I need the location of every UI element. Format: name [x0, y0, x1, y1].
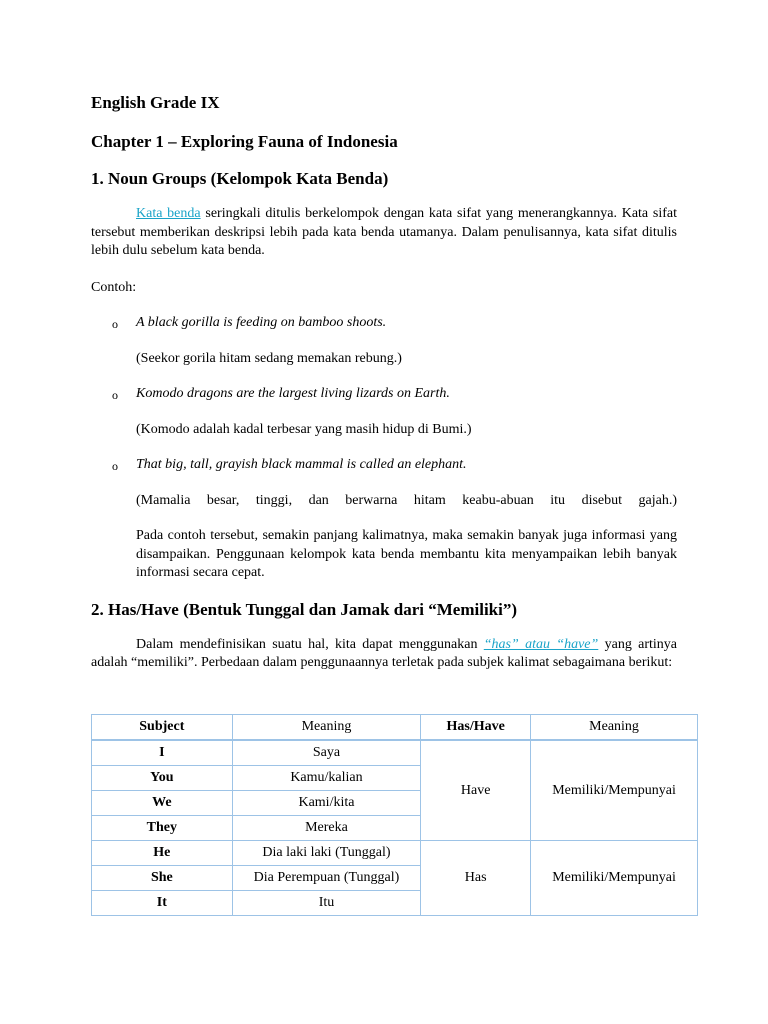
section-1-intro [91, 205, 677, 261]
subject-cell: We [92, 791, 233, 816]
example-sentence: That big, tall, grayish black mammal is called an elephant. [136, 457, 467, 472]
example-item [91, 314, 677, 333]
header-meaning: Meaning [232, 715, 421, 741]
meaning-cell: Saya [232, 740, 421, 766]
example-sentence: A black gorilla is feeding on bamboo shoots. [136, 315, 387, 330]
subject-cell: She [92, 866, 233, 891]
example-item [91, 385, 677, 404]
section-1-conclusion: Pada contoh tersebut, semakin panjang kalimatnya, maka semakin banyak juga informasi yang disampaikan. Penggunaan kelompok kata benda membantu kita menyampaikan lebih banyak informasi secara cepat. [136, 528, 677, 580]
example-translation: (Komodo adalah kadal terbesar yang masih hidup di Bumi.) [136, 421, 472, 437]
bullet-icon: o [112, 459, 118, 473]
section-1-intro-text: seringkali ditulis berkelompok dengan kata sifat yang menerangkannya. Kata sifat tersebut memberikan deskripsi lebih pada kata benda utamanya. Dalam penulisannya, kata sifat ditulis lebih dulu sebelum kata benda. [91, 206, 677, 258]
meaning-cell: Dia Perempuan (Tunggal) [232, 866, 421, 891]
verb-cell: Have [421, 740, 531, 841]
section-2-heading: 2. Has/Have (Bentuk Tunggal dan Jamak dari “Memiliki”) [91, 599, 518, 619]
chapter-title: Chapter 1 – Exploring Fauna of Indonesia [91, 132, 398, 151]
kata-benda-link[interactable]: Kata benda [136, 206, 201, 221]
example-sentence: Komodo dragons are the largest living lizards on Earth. [136, 386, 450, 401]
section-2-intro-start: Dalam mendefinisikan suatu hal, kita dapat menggunakan [136, 636, 484, 652]
bullet-icon: o [112, 388, 118, 402]
section-2-intro-end: yang artinya adalah “memiliki”. Perbedaan dalam penggunaannya terletak pada subjek kalimat sebagaimana berikut: [91, 636, 677, 670]
example-label: Contoh: [91, 279, 137, 295]
verb-meaning-cell: Memiliki/Mempunyai [531, 841, 698, 916]
document-title: English Grade IX [91, 93, 220, 112]
header-has-have: Has/Have [421, 715, 531, 741]
section-1-heading: 1. Noun Groups (Kelompok Kata Benda) [91, 169, 389, 188]
table-header-row [92, 715, 698, 741]
subject-cell: You [92, 766, 233, 791]
verb-meaning-cell: Memiliki/Mempunyai [531, 740, 698, 841]
verb-cell: Has [421, 841, 531, 916]
meaning-cell: Itu [232, 891, 421, 916]
has-have-table [91, 714, 698, 916]
section-2-intro [91, 636, 677, 673]
example-item [91, 456, 677, 475]
example-translation: (Seekor gorila hitam sedang memakan rebung.) [136, 350, 402, 366]
bullet-icon: o [112, 317, 118, 331]
meaning-cell: Mereka [232, 816, 421, 841]
meaning-cell: Kami/kita [232, 791, 421, 816]
table-row [92, 841, 698, 866]
subject-cell: They [92, 816, 233, 841]
meaning-cell: Dia laki laki (Tunggal) [232, 841, 421, 866]
document-body [91, 90, 677, 673]
subject-cell: I [92, 740, 233, 766]
example-translation: (Mamalia besar, tinggi, dan berwarna hitam keabu-abuan itu disebut gajah.) [136, 492, 677, 508]
subject-cell: It [92, 891, 233, 916]
header-subject: Subject [92, 715, 233, 741]
subject-cell: He [92, 841, 233, 866]
meaning-cell: Kamu/kalian [232, 766, 421, 791]
table-row [92, 740, 698, 766]
has-have-link[interactable]: “has” atau “have” [483, 636, 599, 652]
header-verb-meaning: Meaning [531, 715, 698, 741]
